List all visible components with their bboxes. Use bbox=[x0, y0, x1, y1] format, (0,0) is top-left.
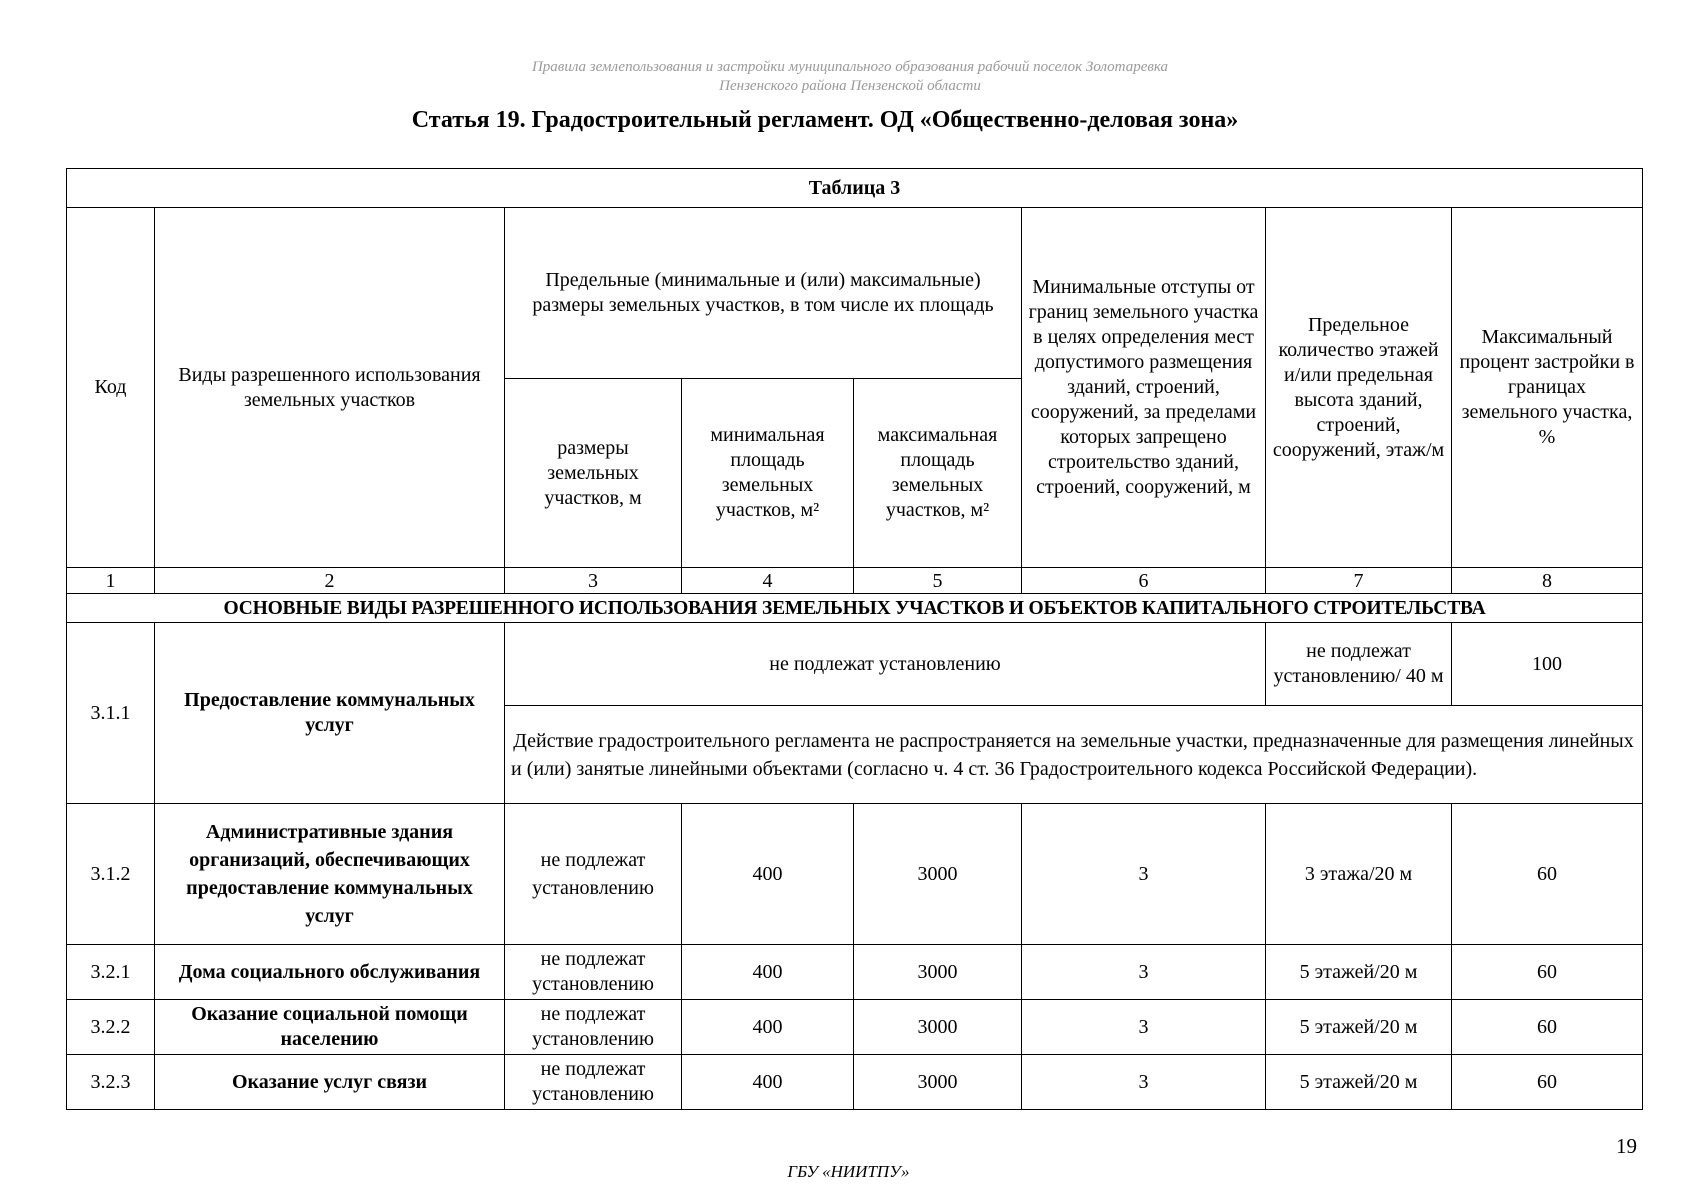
row-max-area: 3000 bbox=[854, 804, 1022, 945]
row-min-area: 400 bbox=[682, 945, 854, 1000]
row-code: 3.1.1 bbox=[67, 623, 155, 804]
header-setbacks: Минимальные отступы от границ земельного участка в целях определения мест допустимого размещения зданий, строений, сооружений, за пределами которых запрещено строительство зданий, строений, сооружений, м bbox=[1022, 208, 1266, 568]
column-number: 4 bbox=[682, 568, 854, 594]
table-row bbox=[67, 804, 1643, 945]
header-row-1 bbox=[67, 208, 1643, 379]
header-limits: Предельные (минимальные и (или) максимальные) размеры земельных участков, в том числе их площадь bbox=[505, 208, 1022, 379]
row-code: 3.1.2 bbox=[67, 804, 155, 945]
section-title: ОСНОВНЫЕ ВИДЫ РАЗРЕШЕННОГО ИСПОЛЬЗОВАНИЯ ЗЕМЕЛЬНЫХ УЧАСТКОВ И ОБЪЕКТОВ КАПИТАЛЬНОГО СТРОИТЕЛЬСТВА bbox=[67, 594, 1643, 623]
header-use-types: Виды разрешенного использования земельных участков bbox=[155, 208, 505, 568]
row-floors: 5 этажей/20 м bbox=[1266, 1000, 1452, 1055]
row-floors: не подлежат установлению/ 40 м bbox=[1266, 623, 1452, 706]
row-setback: 3 bbox=[1022, 945, 1266, 1000]
footer-organization: ГБУ «НИИТПУ» bbox=[787, 1162, 910, 1181]
row-setback: 3 bbox=[1022, 1000, 1266, 1055]
row-use-name: Дома социального обслуживания bbox=[155, 945, 505, 1000]
row-coverage: 60 bbox=[1452, 804, 1643, 945]
article-title: Статья 19. Градостроительный регламент. ОД «Общественно-деловая зона» bbox=[411, 107, 1239, 133]
column-number-row bbox=[67, 568, 1643, 594]
row-max-area: 3000 bbox=[854, 1055, 1022, 1110]
row-use-name: Оказание услуг связи bbox=[155, 1055, 505, 1110]
section-row bbox=[67, 594, 1643, 623]
row-use-name: Оказание социальной помощи населению bbox=[155, 1000, 505, 1055]
row-setback: 3 bbox=[1022, 804, 1266, 945]
running-header-line-2: Пензенского района Пензенской области bbox=[719, 78, 981, 94]
column-number: 2 bbox=[155, 568, 505, 594]
column-number: 1 bbox=[67, 568, 155, 594]
column-number: 6 bbox=[1022, 568, 1266, 594]
row-floors: 3 этажа/20 м bbox=[1266, 804, 1452, 945]
header-coverage: Максимальный процент застройки в границах земельного участка, % bbox=[1452, 208, 1643, 568]
column-number: 7 bbox=[1266, 568, 1452, 594]
header-max-area: максимальная площадь земельных участков, м² bbox=[854, 379, 1022, 568]
row-coverage: 60 bbox=[1452, 945, 1643, 1000]
table-caption-row bbox=[67, 169, 1643, 208]
row-coverage: 100 bbox=[1452, 623, 1643, 706]
row-code: 3.2.1 bbox=[67, 945, 155, 1000]
running-header bbox=[300, 58, 1400, 96]
table-caption: Таблица 3 bbox=[67, 169, 1643, 208]
header-code: Код bbox=[67, 208, 155, 568]
page-number: 19 bbox=[1616, 1134, 1637, 1158]
row-sizes: не подлежат установлению bbox=[505, 1055, 682, 1110]
row-min-area: 400 bbox=[682, 804, 854, 945]
row-max-area: 3000 bbox=[854, 945, 1022, 1000]
row-limits-merged: не подлежат установлению bbox=[505, 623, 1266, 706]
table-row bbox=[67, 623, 1643, 706]
column-number: 5 bbox=[854, 568, 1022, 594]
table-row bbox=[67, 1000, 1643, 1055]
row-floors: 5 этажей/20 м bbox=[1266, 945, 1452, 1000]
header-min-area: минимальная площадь земельных участков, м² bbox=[682, 379, 854, 568]
row-sizes: не подлежат установлению bbox=[505, 804, 682, 945]
row-max-area: 3000 bbox=[854, 1000, 1022, 1055]
row-coverage: 60 bbox=[1452, 1055, 1643, 1110]
row-code: 3.2.2 bbox=[67, 1000, 155, 1055]
row-floors: 5 этажей/20 м bbox=[1266, 1055, 1452, 1110]
row-min-area: 400 bbox=[682, 1055, 854, 1110]
row-code: 3.2.3 bbox=[67, 1055, 155, 1110]
header-sizes: размеры земельных участков, м bbox=[505, 379, 682, 568]
column-number: 3 bbox=[505, 568, 682, 594]
row-use-name: Предоставление коммунальных услуг bbox=[155, 623, 505, 804]
column-number: 8 bbox=[1452, 568, 1643, 594]
table-row bbox=[67, 945, 1643, 1000]
row-sizes: не подлежат установлению bbox=[505, 945, 682, 1000]
regulation-notice: Действие градостроительного регламента не распространяется на земельные участки, предназначенные для размещения линейных и (или) занятые линейными объектами (согласно ч. 4 ст. 36 Градостроительного кодекса Российской Федерации). bbox=[505, 706, 1643, 804]
header-floors: Предельное количество этажей и/или предельная высота зданий, строений, сооружений, этаж/м bbox=[1266, 208, 1452, 568]
row-setback: 3 bbox=[1022, 1055, 1266, 1110]
row-use-name: Административные здания организаций, обеспечивающих предоставление коммунальных услуг bbox=[155, 804, 505, 945]
row-min-area: 400 bbox=[682, 1000, 854, 1055]
row-coverage: 60 bbox=[1452, 1000, 1643, 1055]
running-header-line-1: Правила землепользования и застройки муниципального образования рабочий поселок Золотаревка bbox=[531, 59, 1169, 75]
regulation-table bbox=[66, 168, 1643, 1110]
table-row bbox=[67, 1055, 1643, 1110]
row-sizes: не подлежат установлению bbox=[505, 1000, 682, 1055]
